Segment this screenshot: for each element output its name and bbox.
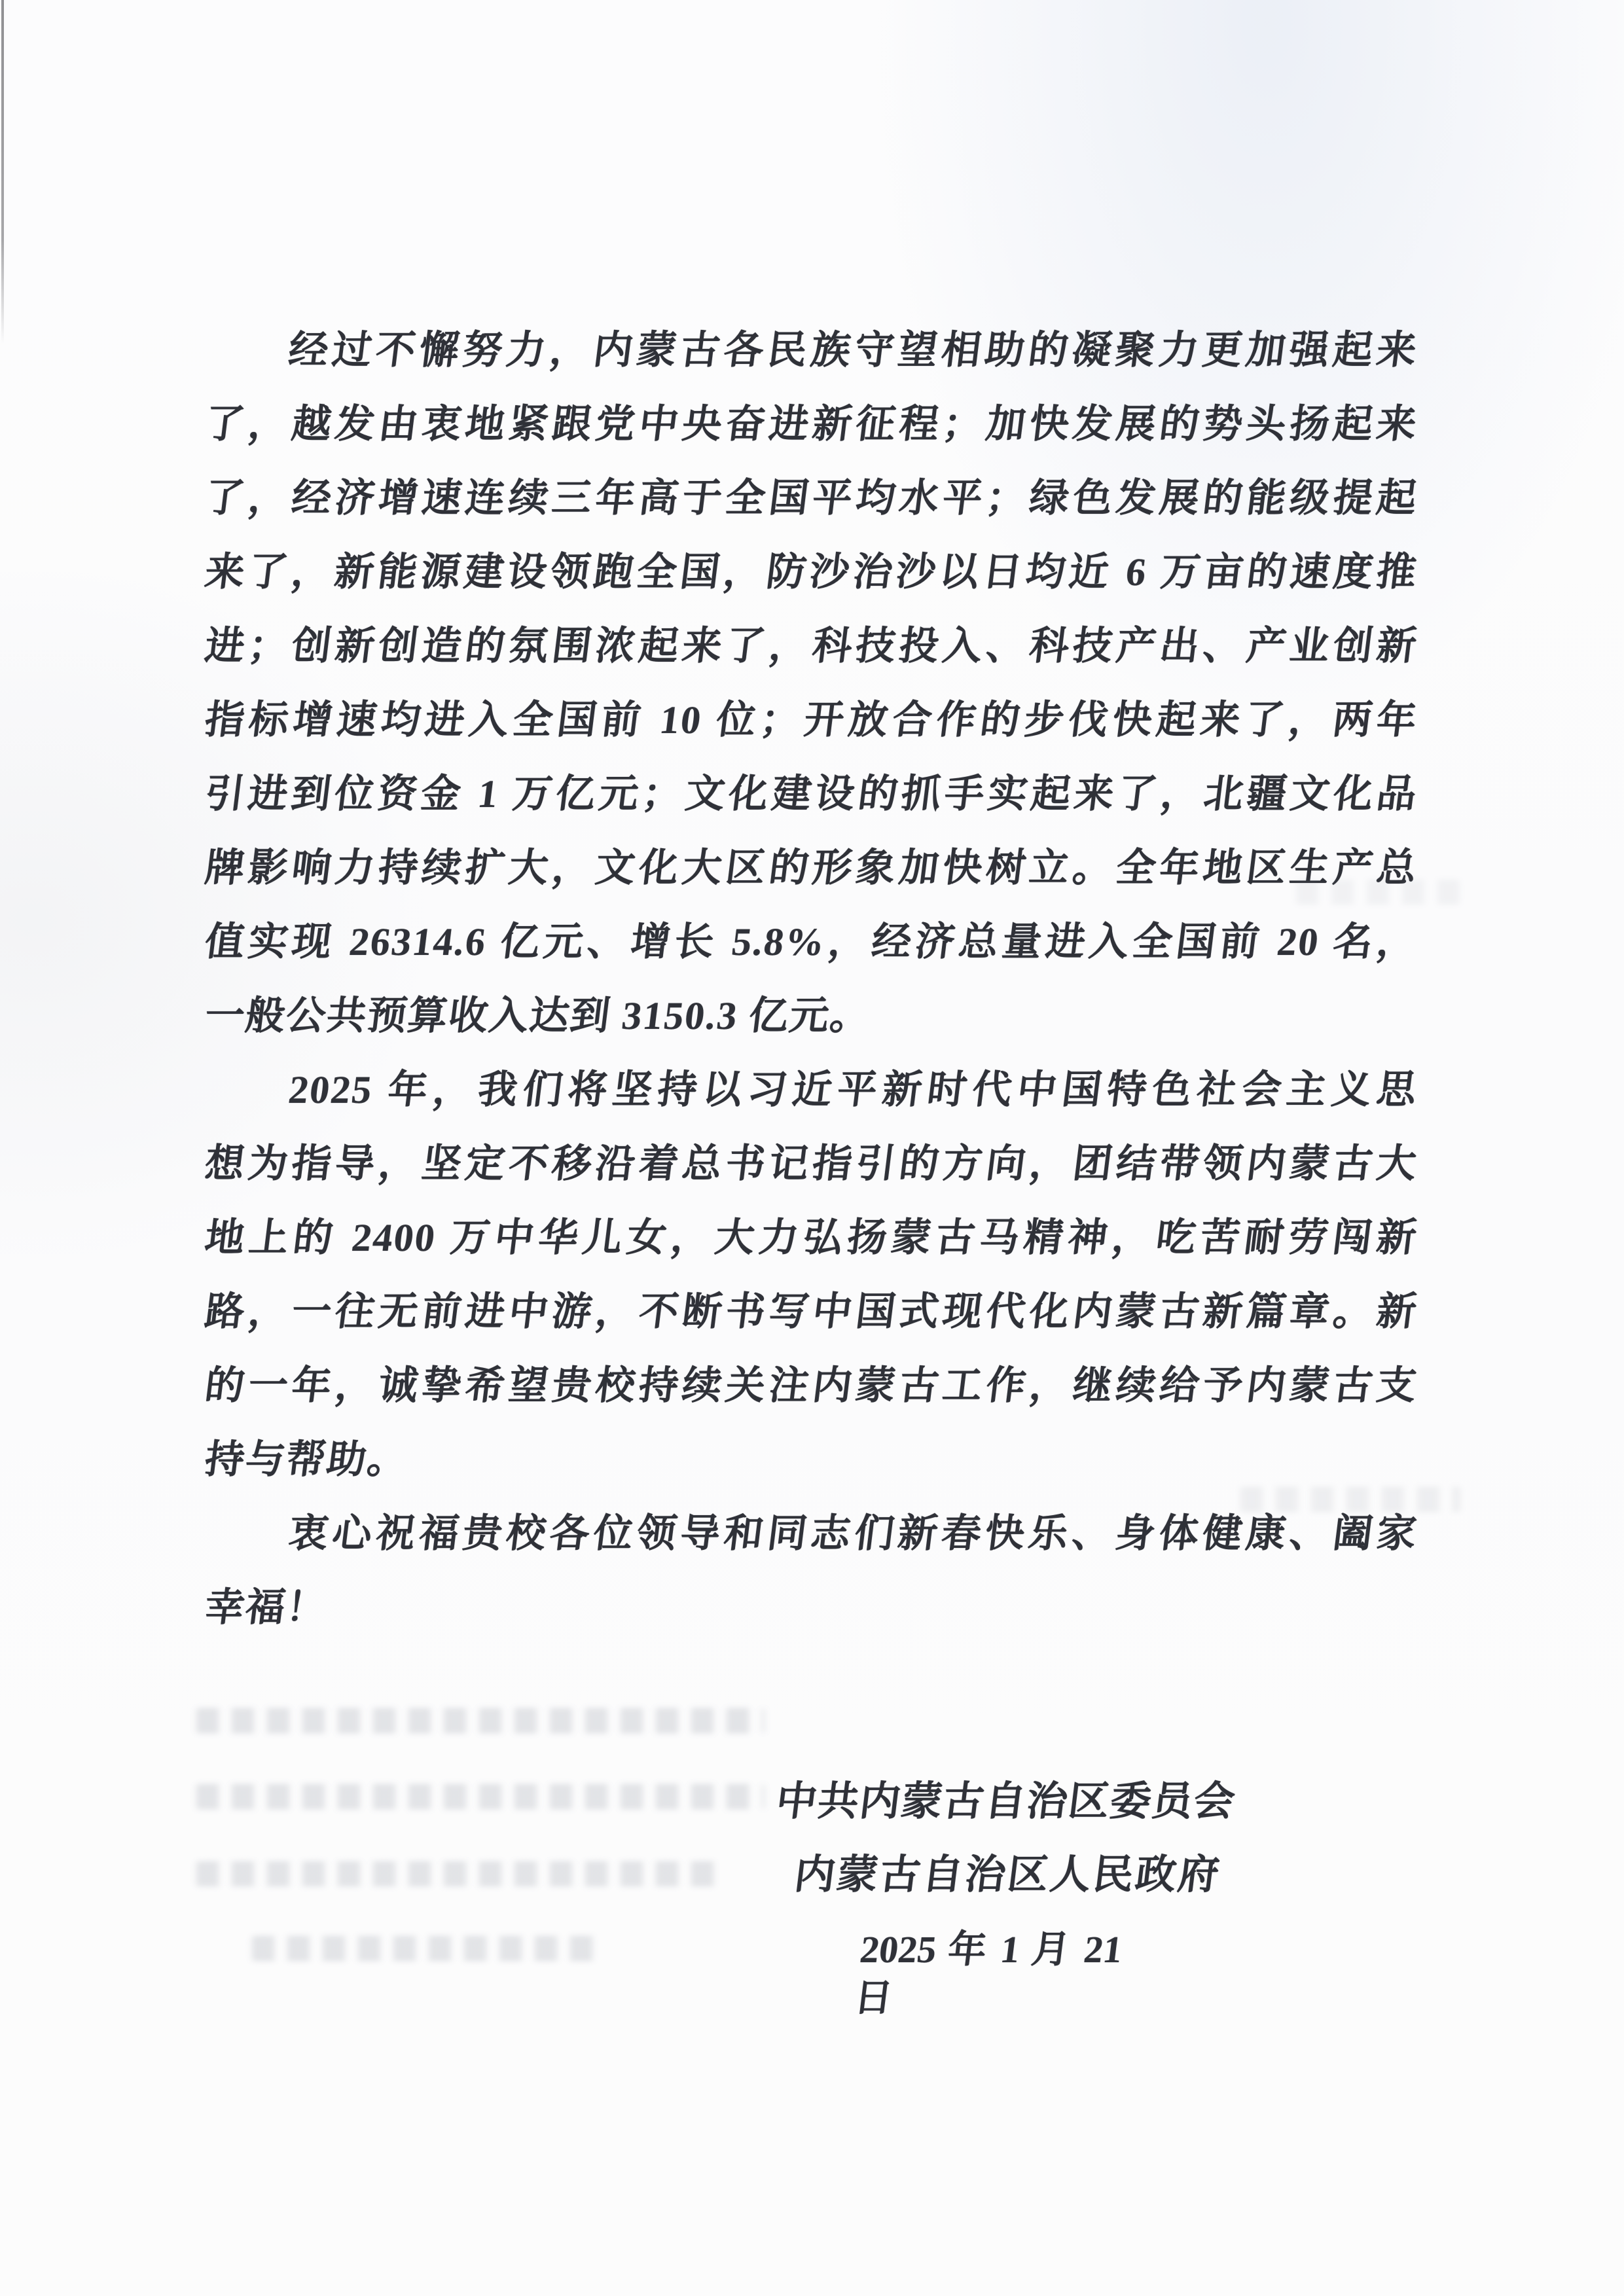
bleed-through-text: [1296, 879, 1460, 905]
body-line: 引进到位资金 1 万亿元；文化建设的抓手实起来了，北疆文化品: [202, 772, 1420, 816]
body-line: 地上的 2400 万中华儿女，大力弘扬蒙古马精神，吃苦耐劳闯新: [202, 1216, 1420, 1259]
body-line: 的一年，诚挚希望贵校持续关注内蒙古工作，继续给予内蒙古支: [202, 1364, 1420, 1407]
body-line: 值实现 26314.6 亿元、增长 5.8%，经济总量进入全国前 20 名，: [202, 920, 1420, 963]
body-line: 衷心祝福贵校各位领导和同志们新春快乐、身体健康、阖家: [286, 1512, 1420, 1555]
signature-date: 2025 年 1 月 21 日: [852, 1928, 1125, 2019]
bleed-through-text: [196, 1708, 765, 1733]
body-line: 持与帮助。: [202, 1438, 411, 1481]
scan-edge-artifact: [1, 0, 4, 344]
body-line: 路，一往无前进中游，不断书写中国式现代化内蒙古新篇章。新: [202, 1290, 1420, 1333]
letter-body: [202, 314, 1420, 1645]
body-line: 来了，新能源建设领跑全国，防沙治沙以日均近 6 万亩的速度推: [202, 550, 1420, 594]
body-line: 进；创新创造的氛围浓起来了，科技投入、科技产出、产业创新: [202, 624, 1420, 668]
bleed-through-text: [252, 1935, 605, 1961]
body-line: 想为指导，坚定不移沿着总书记指引的方向，团结带领内蒙古大: [202, 1142, 1420, 1185]
body-line: 2025 年，我们将坚持以习近平新时代中国特色社会主义思: [286, 1068, 1420, 1111]
body-line: 一般公共预算收入达到 3150.3 亿元。: [202, 994, 874, 1037]
body-line: 了，经济增速连续三年高于全国平均水平；绿色发展的能级提起: [202, 476, 1420, 520]
bleed-through-text: [196, 1861, 724, 1886]
body-line: 牌影响力持续扩大，文化大区的形象加快树立。全年地区生产总: [202, 846, 1420, 889]
bleed-through-text: [1240, 1486, 1460, 1512]
body-line: 指标增速均进入全国前 10 位；开放合作的步伐快起来了，两年: [202, 698, 1420, 742]
body-line: 经过不懈努力，内蒙古各民族守望相助的凝聚力更加强起来: [286, 329, 1420, 372]
bleed-through-text: [196, 1784, 765, 1809]
body-line: 幸福！: [202, 1586, 330, 1629]
signature-org-gov: 内蒙古自治区人民政府: [791, 1853, 1222, 1897]
body-line: 了，越发由衷地紧跟党中央奋进新征程；加快发展的势头扬起来: [202, 403, 1420, 446]
signature-org-party: 中共内蒙古自治区委员会: [773, 1780, 1238, 1824]
